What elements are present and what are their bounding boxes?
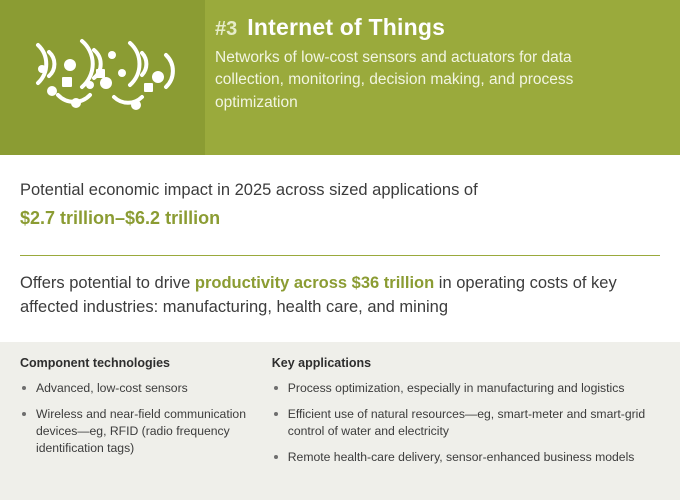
component-technologies-column [20,356,264,500]
productivity-statement [0,256,680,320]
key-applications-heading: Key applications [271,356,372,370]
impact-value: $2.7 trillion–$6.2 trillion [20,208,221,229]
header-subtitle: Networks of low-cost sensors and actuators for data collection, monitoring, decision making, and process optimization [215,49,574,111]
list-item: Advanced, low-cost sensors [20,380,248,397]
title-row [215,14,656,41]
component-technologies-list [20,380,248,457]
list-item: Wireless and near-field communication devices—eg, RFID (radio frequency identification tags) [20,406,248,457]
productivity-highlight: productivity across $36 trillion [194,273,435,292]
impact-section [0,155,680,237]
key-applications-column [264,356,662,500]
key-applications-list [272,380,662,466]
header-icon-panel [0,0,205,155]
impact-description: Potential economic impact in 2025 across sized applications of [20,181,478,199]
details-panel [0,342,680,500]
header-banner [0,0,680,155]
list-item: Remote health-care delivery, sensor-enhanced business models [272,449,662,466]
productivity-prefix: Offers potential to drive [20,273,195,292]
iot-network-nodes-icon [18,25,188,130]
component-technologies-heading: Component technologies [20,356,170,370]
list-item: Process optimization, especially in manufacturing and logistics [272,380,662,397]
rank-number: #3 [215,18,238,40]
list-item: Efficient use of natural resources—eg, smart-meter and smart-grid control of water and electricity [272,406,662,440]
header-text-block [205,0,680,155]
productivity-suffix: in operating costs of key affected industries: manufacturing, health care, and mining [20,273,617,316]
page-title: Internet of Things [247,14,446,40]
